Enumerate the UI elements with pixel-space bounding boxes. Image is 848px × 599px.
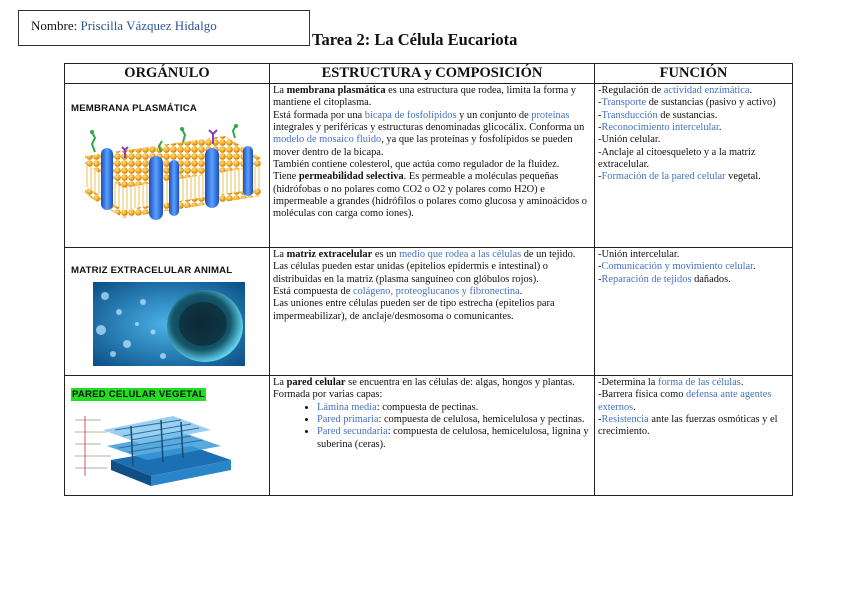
- organelo-cell: [65, 84, 270, 248]
- name-label: Nombre:: [31, 18, 78, 33]
- wall-layers-list: [273, 402, 591, 451]
- funcion-cell: -Determina la forma de las células. -Barrera física como defensa ante agentes externos. -Resistencia ante las fuerzas osmóticas y el crecimiento.: [595, 376, 793, 496]
- plant-cell-wall-diagram: [71, 406, 231, 488]
- estructura-cell: La matriz extracelular es un medio que rodea a las células de un tejido. Las células pueden estar unidas (epitelios epidermis e intestinal) o distribuidas en la matriz (plasma sanguíneo con glóbulos rojos). Está compuesta de colágeno, proteoglucanos y fibronectina. Las uniones entre células pueden ser de tipo estrecha (epitelios para impermeabilizar), de anclaje/desmosoma o comunicantes.: [270, 248, 595, 376]
- list-item: • Lámina media: compuesta de pectinas.: [317, 402, 591, 414]
- organelo-cell: [65, 376, 270, 496]
- cell-membrane-illustration: [65, 118, 265, 242]
- name-value: Priscilla Vázquez Hidalgo: [80, 18, 217, 33]
- organelo-name: MEMBRANA PLASMÁTICA: [71, 103, 198, 114]
- table-row: [65, 84, 793, 248]
- table-header-row: [65, 64, 793, 84]
- organelle-table: [64, 63, 793, 496]
- table-row: [65, 248, 793, 376]
- organelo-name: PARED CELULAR VEGETAL: [72, 389, 205, 400]
- estructura-cell: La membrana plasmática es una estructura que rodea, limita la forma y mantiene el citoplasma. Está formada por una bicapa de fosfolípidos y un conjunto de proteínas integrales y periféricas y estructuras denominadas glicocálix. Conforma un modelo de mosaico fluido, ya que las proteínas y fosfolípidos se pueden mover dentro de la bicapa. También contiene colesterol, que actúa como regulador de la fluidez. Tiene permeabilidad selectiva. Es permeable a moléculas pequeñas (hidrófobas o no polares como CO2 o O2 y polares como H2O) e impermeable a grandes (hidrófilos o polares como glucosa y aminoácidos o moléculas con carga como iones).: [270, 84, 595, 248]
- name-box: [18, 10, 310, 46]
- organelo-name: MATRIZ EXTRACELULAR ANIMAL: [71, 265, 233, 276]
- header-funcion: FUNCIÓN: [595, 64, 793, 84]
- organelo-cell: [65, 248, 270, 376]
- page-title: Tarea 2: La Célula Eucariota: [312, 30, 518, 49]
- table-row: [65, 376, 793, 496]
- list-item: • Pared primaria: compuesta de celulosa, hemicelulosa y pectinas.: [317, 414, 591, 426]
- extracellular-matrix-illustration: [93, 282, 245, 366]
- estructura-cell: La pared celular se encuentra en las células de: algas, hongos y plantas. Formada por varias capas: • Lámina media: compuesta de pectinas. • Pared primaria: compuesta de celulosa, hemicelulosa y pectinas. • Pared secundaria: compuesta de celulosa, hemicelulosa, lignina y suberina (ceras).: [270, 376, 595, 496]
- funcion-cell: -Regulación de actividad enzimática. -Transporte de sustancias (pasivo y activo) -Transducción de sustancias. -Reconocimiento intercelular. -Unión celular. -Anclaje al citoesqueleto y a la matriz extracelular. -Formación de la pared celular vegetal.: [595, 84, 793, 248]
- list-item: • Pared secundaria: compuesta de celulosa, hemicelulosa, lignina y suberina (ceras).: [317, 426, 591, 451]
- funcion-cell: -Unión intercelular. -Comunicación y movimiento celular. -Reparación de tejidos dañados.: [595, 248, 793, 376]
- header-estructura: ESTRUCTURA y COMPOSICIÓN: [270, 64, 595, 84]
- header-organulo: ORGÁNULO: [65, 64, 270, 84]
